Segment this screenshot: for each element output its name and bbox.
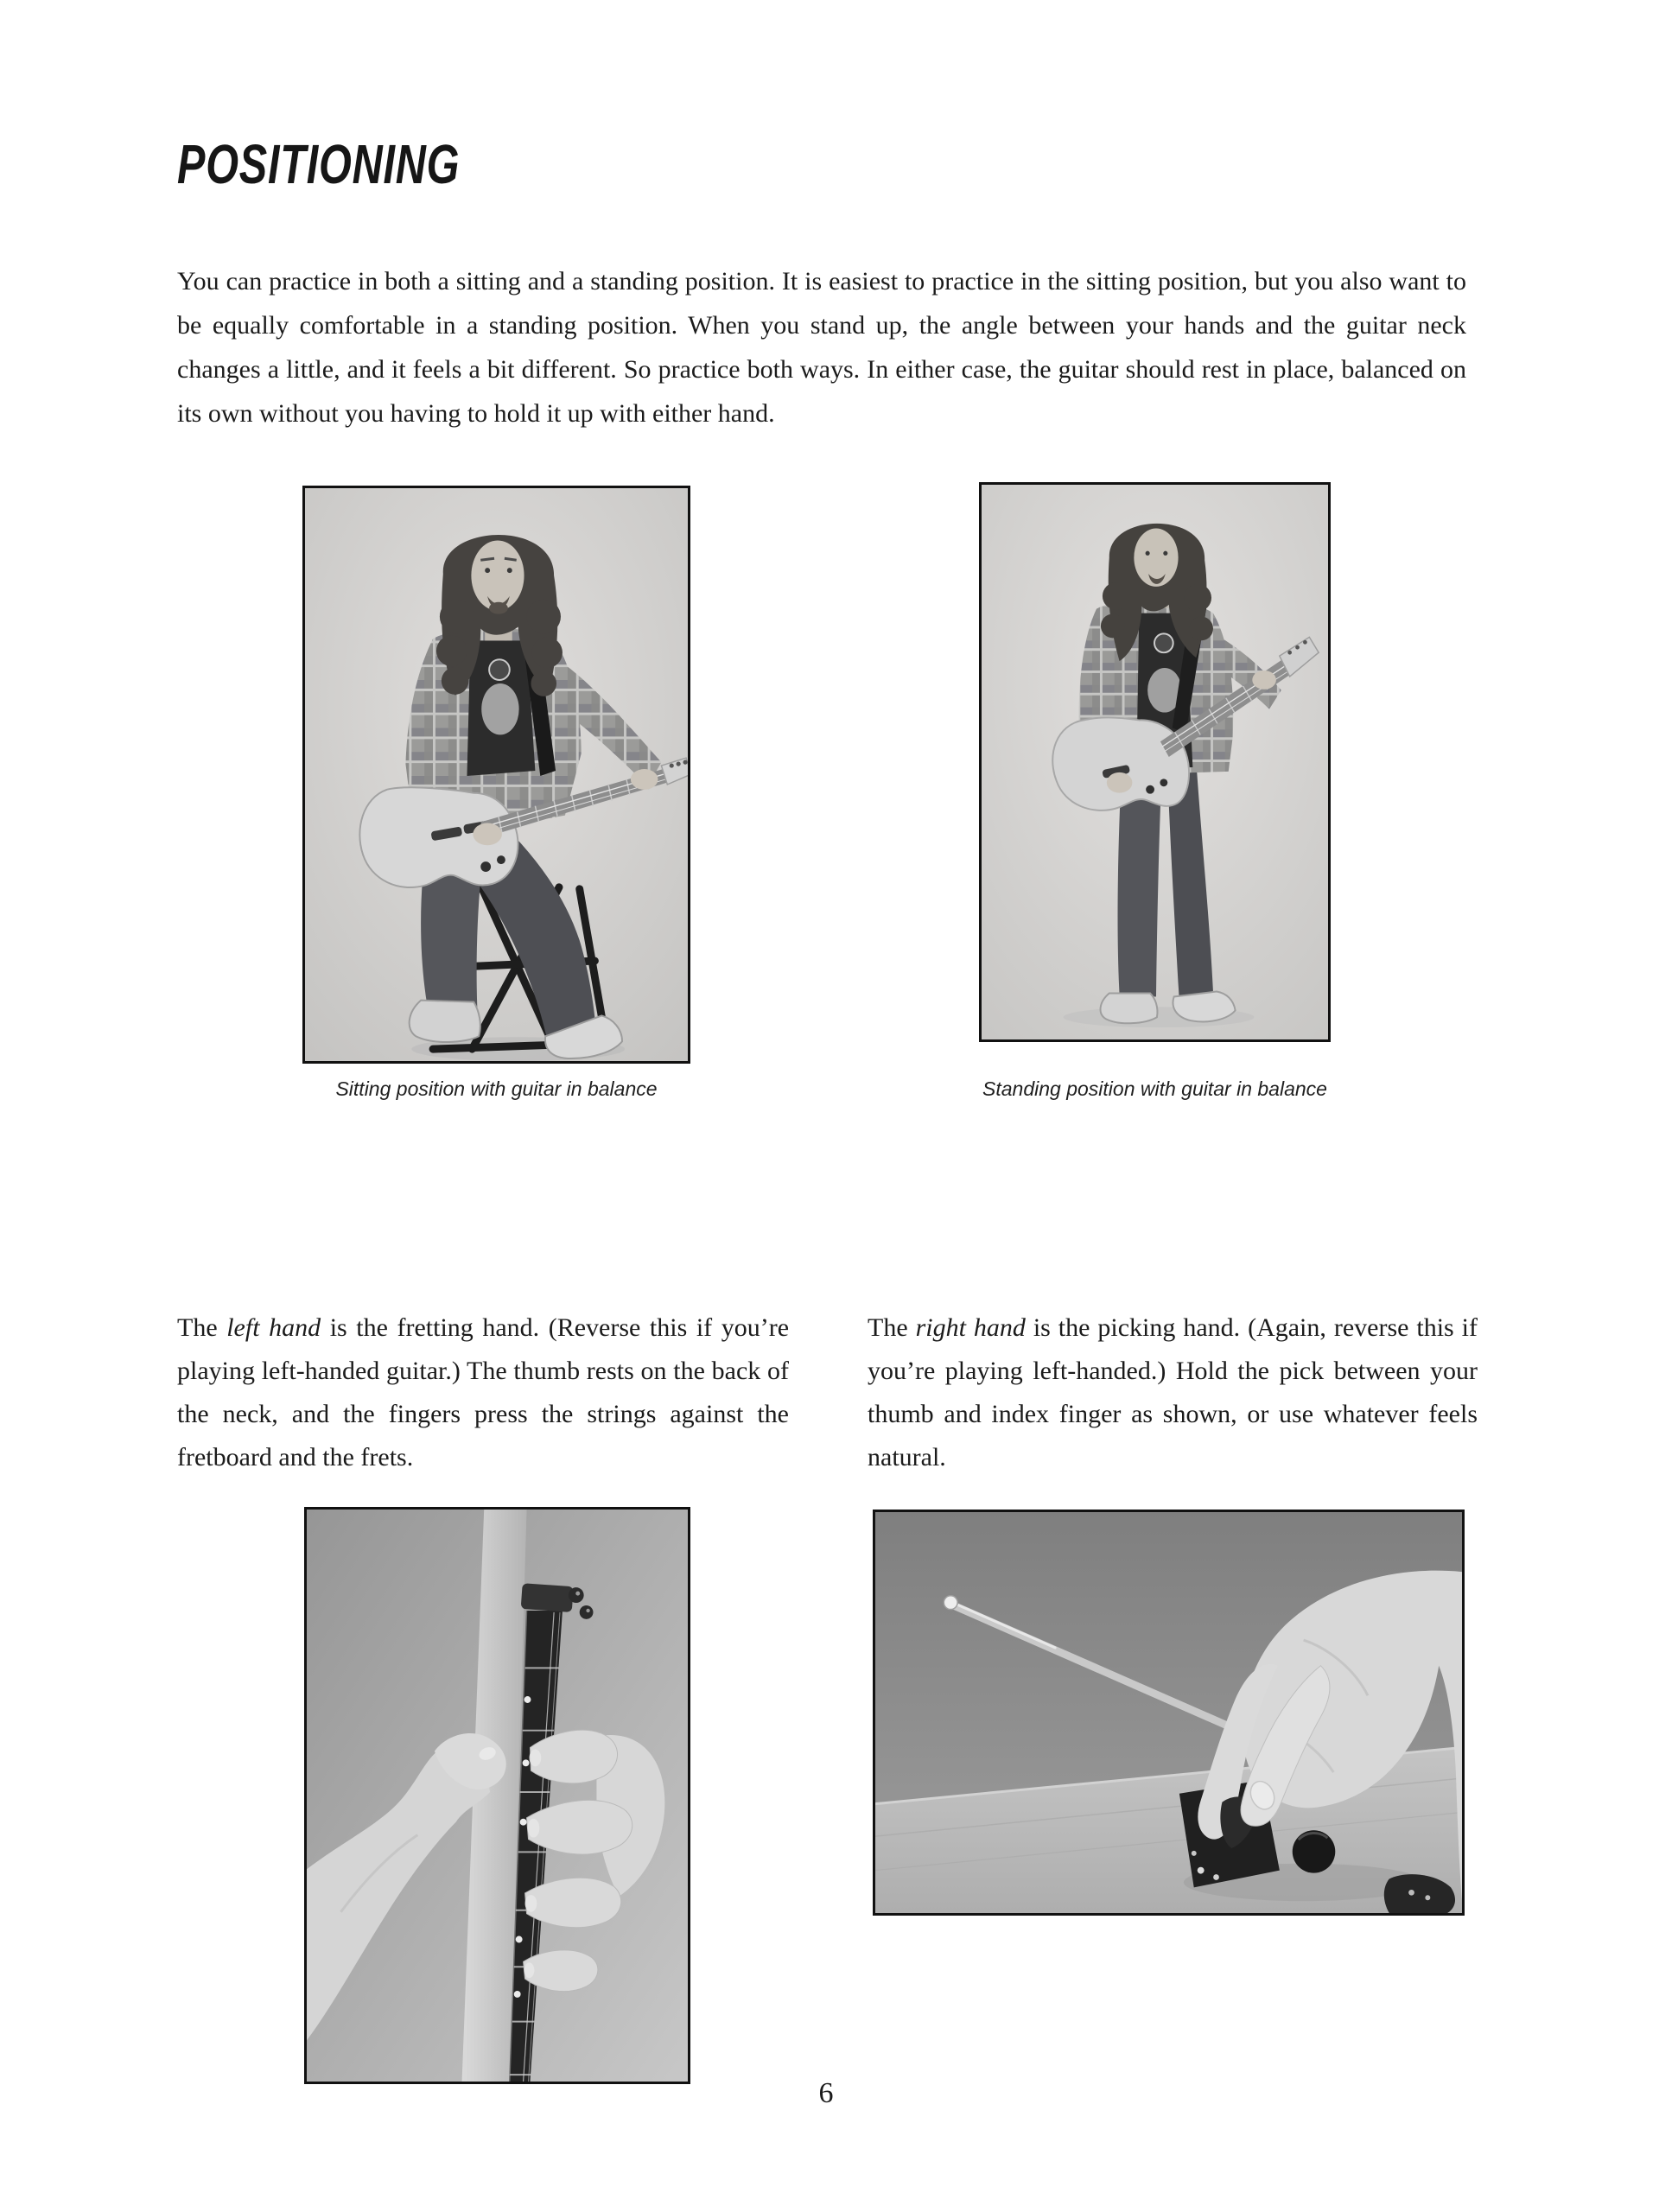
standing-photo-illustration (982, 485, 1328, 1039)
picking-hand-illustration (875, 1512, 1462, 1913)
fretting-hand (631, 769, 658, 790)
left-hand-text: is the fretting hand. (Reverse this if you’re playing left-handed guitar.) The thumb rests on the back of the neck, and the fingers press the strings against the fretboard and the frets. (177, 1313, 790, 1471)
left-hand-paragraph (177, 1306, 789, 1479)
standing-photo-caption: Standing position with guitar in balance (982, 1077, 1327, 1100)
fretting-hand (1252, 671, 1276, 690)
sitting-photo-illustration (305, 488, 688, 1061)
strumming-hand (473, 823, 502, 845)
sitting-position-photo (302, 486, 690, 1064)
fretting-hand-photo (304, 1507, 690, 2084)
right-hand-term: right hand (915, 1313, 1026, 1342)
right-hand-paragraph (868, 1306, 1478, 1479)
left-hand-term: left hand (226, 1313, 321, 1342)
right-hand-text: is the picking hand. (Again, reverse this if you’re playing left-handed.) Hold the pick between your thumb and index finger as shown, or use whatever feels natural. (868, 1313, 1478, 1471)
page-title: POSITIONING (177, 133, 461, 195)
left-hand-lead: The (177, 1313, 218, 1342)
picking-hand-photo (873, 1510, 1465, 1916)
intro-paragraph: You can practice in both a sitting and a standing position. It is easiest to practice in the sitting position, but you also want to be equally comfortable in a standing position. When you stand up, the angle between your hands and the guitar neck changes a little, and it feels a bit different. So practice both ways. In either case, the guitar should rest in place, balanced on its own without you having to hold it up with either hand. (177, 267, 1466, 428)
standing-position-photo (979, 482, 1331, 1042)
right-hand-lead: The (868, 1313, 908, 1342)
strumming-hand (1107, 772, 1133, 793)
fretting-hand-illustration (307, 1510, 688, 2082)
page-number: 6 (818, 2077, 834, 2109)
sitting-photo-caption: Sitting position with guitar in balance (335, 1077, 658, 1100)
